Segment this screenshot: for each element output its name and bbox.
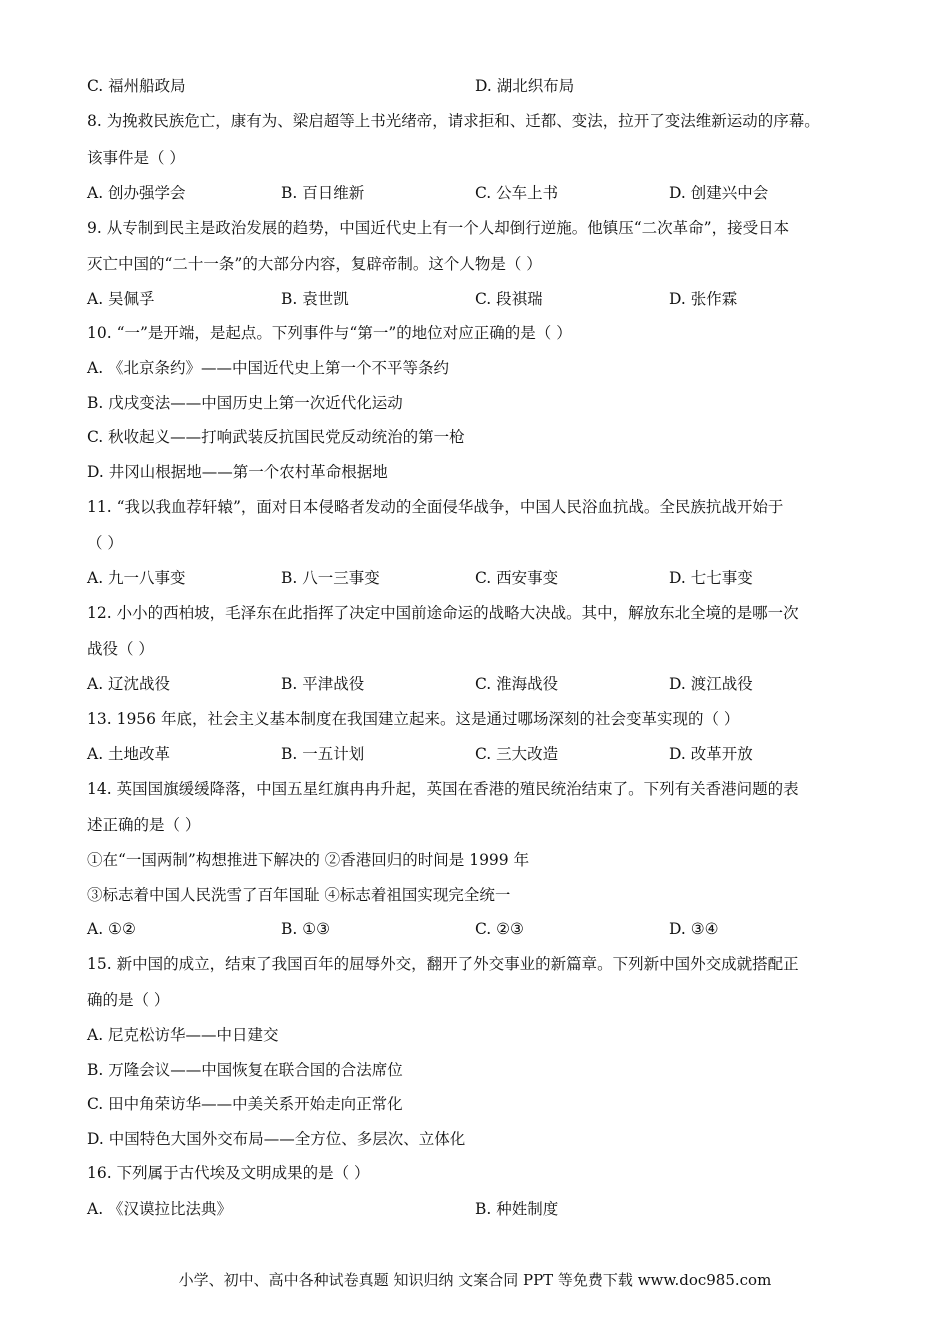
q15-option-b: B. 万隆会议——中国恢复在联合国的合法席位 [87, 1061, 403, 1079]
q14-option-c: C. ②③ [475, 920, 524, 938]
q12-option-b: B. 平津战役 [281, 675, 365, 693]
q7-option-d: D. 湖北织布局 [475, 77, 575, 95]
q8-stem-line2: 该事件是（ ） [87, 149, 185, 167]
q12-option-c: C. 淮海战役 [475, 675, 559, 693]
q12-stem-line2: 战役（ ） [87, 640, 154, 658]
q16-option-b: B. 种姓制度 [475, 1200, 559, 1218]
q14-option-a: A. ①② [87, 920, 136, 938]
q11-stem-line1: 11. “我以我血荐轩辕”，面对日本侵略者发动的全面侵华战争，中国人民浴血抗战。全民族抗战开始于 [87, 498, 784, 516]
q13-option-d: D. 改革开放 [669, 745, 753, 763]
q8-option-c: C. 公车上书 [475, 184, 559, 202]
q13-options [87, 743, 867, 765]
q12-option-a: A. 辽沈战役 [87, 675, 171, 693]
q11-option-a: A. 九一八事变 [87, 569, 186, 587]
q14-stem-line2: 述正确的是（ ） [87, 816, 201, 834]
q13-option-a: A. 土地改革 [87, 745, 171, 763]
q13-option-b: B. 一五计划 [281, 745, 365, 763]
q10-option-c: C. 秋收起义——打响武装反抗国民党反动统治的第一枪 [87, 428, 465, 446]
q8-options [87, 182, 867, 204]
q15-stem-line2: 确的是（ ） [87, 991, 170, 1009]
q9-option-b: B. 袁世凯 [281, 290, 349, 308]
q15-stem-line1: 15. 新中国的成立，结束了我国百年的屈辱外交，翻开了外交事业的新篇章。下列新中国外交成就搭配正 [87, 955, 799, 973]
q12-options [87, 673, 867, 695]
q16-options [87, 1198, 867, 1220]
q8-option-b: B. 百日维新 [281, 184, 365, 202]
q12-stem-line1: 12. 小小的西柏坡，毛泽东在此指挥了决定中国前途命运的战略大决战。其中，解放东北全境的是哪一次 [87, 604, 799, 622]
q9-stem-line2: 灭亡中国的“二十一条”的大部分内容，复辟帝制。这个人物是（ ） [87, 255, 542, 273]
q8-stem-line1: 8. 为挽救民族危亡，康有为、梁启超等上书光绪帝，请求拒和、迁都、变法，拉开了变法维新运动的序幕。 [87, 112, 820, 130]
q7-options [87, 75, 867, 97]
q16-option-a: A. 《汉谟拉比法典》 [87, 1200, 233, 1218]
q9-option-a: A. 吴佩孚 [87, 290, 155, 308]
q14-statements-1: ①在“一国两制”构想推进下解决的 ②香港回归的时间是 1999 年 [87, 851, 530, 869]
q11-option-b: B. 八一三事变 [281, 569, 380, 587]
q14-option-b: B. ①③ [281, 920, 331, 938]
q9-option-d: D. 张作霖 [669, 290, 738, 308]
q9-stem-line1: 9. 从专制到民主是政治发展的趋势，中国近代史上有一个人却倒行逆施。他镇压“二次革命”，接受日本 [87, 219, 790, 237]
q10-option-d: D. 井冈山根据地——第一个农村革命根据地 [87, 463, 388, 481]
q14-statements-2: ③标志着中国人民洗雪了百年国耻 ④标志着祖国实现完全统一 [87, 886, 511, 904]
q10-stem: 10. “一”是开端，是起点。下列事件与“第一”的地位对应正确的是（ ） [87, 324, 572, 342]
q13-option-c: C. 三大改造 [475, 745, 559, 763]
q15-option-d: D. 中国特色大国外交布局——全方位、多层次、立体化 [87, 1130, 466, 1148]
page-footer: 小学、初中、高中各种试卷真题 知识归纳 文案合同 PPT 等免费下载 www.doc985.com [178, 1271, 772, 1289]
q7-option-c: C. 福州船政局 [87, 77, 186, 95]
q8-option-a: A. 创办强学会 [87, 184, 186, 202]
q8-option-d: D. 创建兴中会 [669, 184, 769, 202]
q13-stem: 13. 1956 年底，社会主义基本制度在我国建立起来。这是通过哪场深刻的社会变革实现的（ ） [87, 710, 740, 728]
q10-option-a: A. 《北京条约》——中国近代史上第一个不平等条约 [87, 359, 450, 377]
q14-options [87, 918, 867, 940]
q15-option-a: A. 尼克松访华——中日建交 [87, 1026, 279, 1044]
q10-option-b: B. 戊戌变法——中国历史上第一次近代化运动 [87, 394, 403, 412]
q11-option-d: D. 七七事变 [669, 569, 753, 587]
q16-stem: 16. 下列属于古代埃及文明成果的是（ ） [87, 1164, 370, 1182]
q9-options [87, 288, 867, 310]
q9-option-c: C. 段祺瑞 [475, 290, 543, 308]
q11-stem-line2: （ ） [87, 534, 123, 552]
q14-stem-line1: 14. 英国国旗缓缓降落，中国五星红旗冉冉升起，英国在香港的殖民统治结束了。下列有关香港问题的表 [87, 780, 799, 798]
q15-option-c: C. 田中角荣访华——中美关系开始走向正常化 [87, 1095, 403, 1113]
q12-option-d: D. 渡江战役 [669, 675, 753, 693]
q11-options [87, 567, 867, 589]
q14-option-d: D. ③④ [669, 920, 719, 938]
q11-option-c: C. 西安事变 [475, 569, 559, 587]
